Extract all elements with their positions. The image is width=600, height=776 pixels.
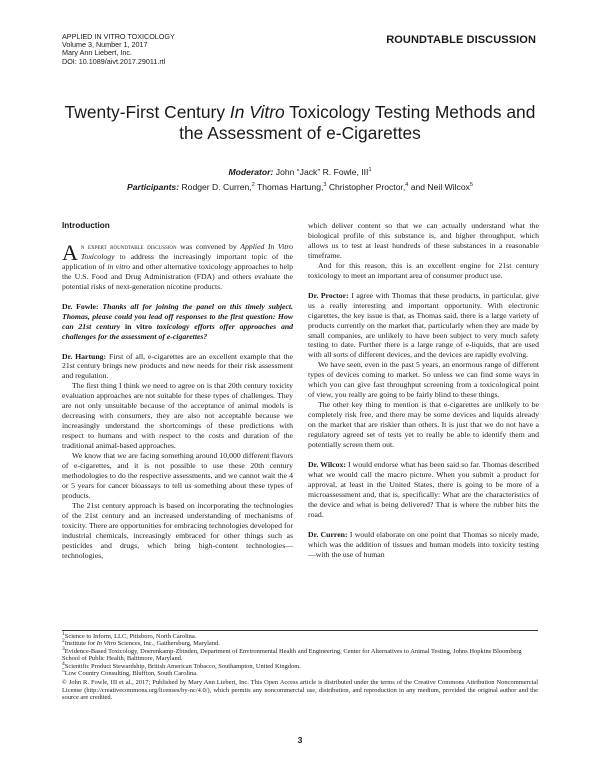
hartung-paragraph: Dr. Hartung: First of all, e-cigarettes are an excellent example that the 21st century brings new products and new needs for their risk assessment and regulation. [62, 351, 293, 381]
journal-name: APPLIED IN VITRO TOXICOLOGY [62, 32, 175, 41]
journal-doi: DOI: 10.1089/aivt.2017.29011.rtl [62, 56, 166, 66]
participant-name: Rodger D. Curren, [179, 182, 252, 192]
body-paragraph: which deliver content so that we can actually understand what the biological profile of this substance is, and higher throughput, which allows us to test at least hundreds of these substances in a reasonable timeframe. [308, 221, 539, 260]
footnote: $^2$Institute for In Vitro Sciences, Inc., Gaithersburg, Maryland. [62, 638, 220, 648]
drop-cap: A [62, 239, 78, 265]
journal-publisher: Mary Ann Liebert, Inc. [62, 48, 132, 58]
footnote: $^3$Evidence-Based Toxicology, Doerenkamp-Zbinden, Department of Environmental Health and Engineering, Center for Alternatives to Animal Testing, Johns Hopkins Bloomberg School of Public Health, Baltimore, Maryland. [62, 645, 522, 663]
proctor-paragraph: Dr. Proctor: I agree with Thomas that these products, in particular, give us a really interesting and important opportunity. With electronic cigarettes, the key issue is that, as Thomas said, there is a large variety of products currently on the market that, particularly when they are made by small companies, are unlikely to have been subject to very much safety testing to date. Further there is a large range of e-liquids, that are used with all sorts of different devices, and the devices are rapidly evolving. [308, 290, 539, 360]
footnote: $^4$Scientific Product Stewardship, British American Tobacco, Southampton, United Kingdom. [62, 660, 301, 670]
footnote-divider [62, 630, 538, 631]
left-column [62, 221, 293, 561]
participants-label: Participants: [127, 182, 180, 192]
body-paragraph: The other key thing to mention is that e-cigarettes are unlikely to be completely risk free, and there may be some devices and liquids already on the market that are riskier than others. It is just that we do not have a regulatory agreed set of tests yet to really be able to identify them and potentially screen them out. [308, 400, 539, 450]
curren-paragraph: Dr. Curren: I would elaborate on one point that Thomas so nicely made, which was the addition of tissues and human models into toxicity testing—with the use of human [308, 529, 539, 559]
footnote: $^5$Low Country Consulting, Bluffton, South Carolina. [62, 667, 198, 678]
intro-paragraph: An expert roundtable discussion was convened by Applied In Vitro Toxicology to address the increasingly important topic of the application of in vitro and other alternative toxicology approaches to help the U.S. Food and Drug Administration (FDA) and others evaluate the potential risks of next-generation nicotine products. [62, 239, 294, 291]
section-label: ROUNDTABLE DISCUSSION [386, 34, 536, 46]
copyright-notice: © John R. Fowle, III et al., 2017; Published by Mary Ann Liebert, Inc. This Open Access article is distributed under the terms of the Creative Commons Attribution Noncommercial License (http://creativecommons.org/licenses/by-nc/4.0/), which permits any noncommercial use, distribution, and reproduction in any medium, provided the original author and the source are credited. [62, 679, 538, 702]
body-paragraph: The 21st century approach is based on incorporating the technologies of the 21st century and an increased understanding of mechanisms of toxicity. There are opportunities for embracing technologies developed for industrial chemicals, increasingly embraced for other things such as pesticides and drugs, which bring high-content technologies—technologies, [62, 500, 293, 560]
footnotes [62, 630, 538, 702]
article-title: Twenty-First Century In Vitro Toxicology Testing Methods and the Assessment of e-Cigarettes [64, 102, 536, 143]
journal-volume: Volume 3, Number 1, 2017 [62, 40, 148, 50]
body-paragraph: And for this reason, this is an excellent engine for 21st century toxicology to meet an important area of consumer product use. [308, 260, 539, 280]
journal-info [62, 33, 175, 66]
participant-name: Christopher Proctor, [326, 182, 406, 192]
footnote: $^1$Science to Inform, LLC, Pittsboro, North Carolina. [62, 630, 197, 640]
right-column [308, 221, 539, 560]
participant-name: Thomas Hartung, [254, 182, 324, 192]
participants-line: Participants: Rodger D. Curren,$^2$ Thomas Hartung,$^3$ Christopher Proctor,$^4$ and Neil Wilcox$^5$ [127, 182, 473, 192]
fowle-question: Dr. Fowle: Thanks all for joining the panel on this timely subject. Thomas, please could you lead off responses to the first question: How can 21st century in vitro toxicology efforts offer approaches and challenges for the assessment of e-cigarettes? [62, 301, 294, 341]
participant-name: and Neil Wilcox [408, 182, 470, 192]
moderator-name: John “Jack” R. Fowle, III [273, 167, 369, 177]
body-paragraph: We know that we are facing something around 10,000 different flavors of e-cigarettes, and it is not possible to use these 20th century methodologies to do the respective assessments, and we cannot wait the 4 or 5 years for cancer bioassays to tell us something about these types of products. [62, 451, 293, 500]
wilcox-paragraph: Dr. Wilcox: I would endorse what has been said so far. Thomas described what we would call the macro picture. When you submit a product for approval, at least in the United States, there is going to be more of a microassessment and, that is, specifically: What are the characteristics of the device and what is being delivered? That is where the rubber hits the road. [308, 459, 540, 519]
body-paragraph: The first thing I think we need to agree on is that 20th century toxicity evaluation approaches are not suitable for these types of challenges. They are not only unsuitable because of the acceptance of animal models is decreasing with consumers, they are also not acceptable because we increasingly understand the shortcomings of these predictions with respect to humans and with respect to the costs and duration of the traditional animal-based approaches. [62, 381, 293, 451]
body-paragraph: We have seen, even in the past 5 years, an enormous range of different types of devices coming to market. So unless we can find some ways in which you can give fast throughput screening from a toxicological point of view, you really are going to be fairly blind to these things. [308, 360, 539, 400]
moderator-label: Moderator: [228, 167, 274, 177]
page-number: 3 [297, 735, 303, 745]
moderator-line: Moderator: John “Jack” R. Fowle, III$^1$ [228, 167, 372, 177]
introduction-heading: Introduction [62, 221, 110, 230]
